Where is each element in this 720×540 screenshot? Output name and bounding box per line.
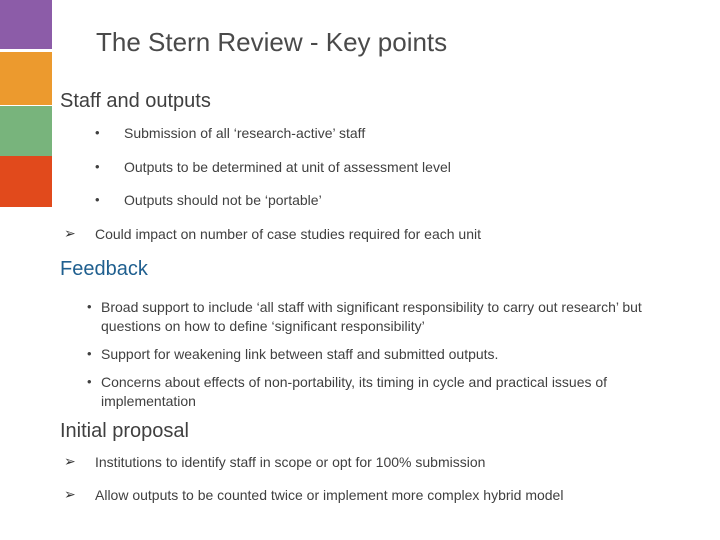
feedback-bullet: Broad support to include ‘all staff with significant responsibility to carry out research’ but questions on how to define ‘significant responsibility’: [101, 299, 642, 334]
staff-bullet: Outputs should not be ‘portable’: [124, 192, 322, 208]
staff-bullet: Outputs to be determined at unit of assessment level: [124, 159, 451, 175]
section-heading-feedback: Feedback: [60, 258, 148, 280]
accent-stripe-green: [0, 106, 52, 156]
bullet-icon: •: [95, 159, 100, 174]
initial-proposal-item: Allow outputs to be counted twice or implement more complex hybrid model: [95, 487, 564, 503]
bullet-icon: •: [87, 299, 92, 314]
arrow-bullet-icon: ➢: [64, 486, 76, 502]
arrow-bullet-icon: ➢: [64, 453, 76, 469]
accent-stripe-orange: [0, 52, 52, 105]
staff-bullet: Submission of all ‘research-active’ staff: [124, 125, 366, 141]
accent-stripe-purple: [0, 0, 52, 49]
feedback-bullet: Support for weakening link between staff and submitted outputs.: [101, 346, 499, 362]
bullet-icon: •: [95, 192, 100, 207]
section-heading-initial-proposal: Initial proposal: [60, 420, 189, 442]
feedback-bullet: Concerns about effects of non-portability, its timing in cycle and practical issues of implementation: [101, 374, 608, 409]
bullet-icon: •: [87, 374, 92, 389]
accent-stripe-red: [0, 156, 52, 207]
staff-arrow-item: Could impact on number of case studies required for each unit: [95, 226, 481, 242]
initial-proposal-item: Institutions to identify staff in scope or opt for 100% submission: [95, 454, 486, 470]
section-heading-staff: Staff and outputs: [60, 90, 211, 112]
arrow-bullet-icon: ➢: [64, 225, 76, 241]
bullet-icon: •: [95, 125, 100, 140]
bullet-icon: •: [87, 346, 92, 361]
slide-title: The Stern Review - Key points: [96, 27, 448, 57]
